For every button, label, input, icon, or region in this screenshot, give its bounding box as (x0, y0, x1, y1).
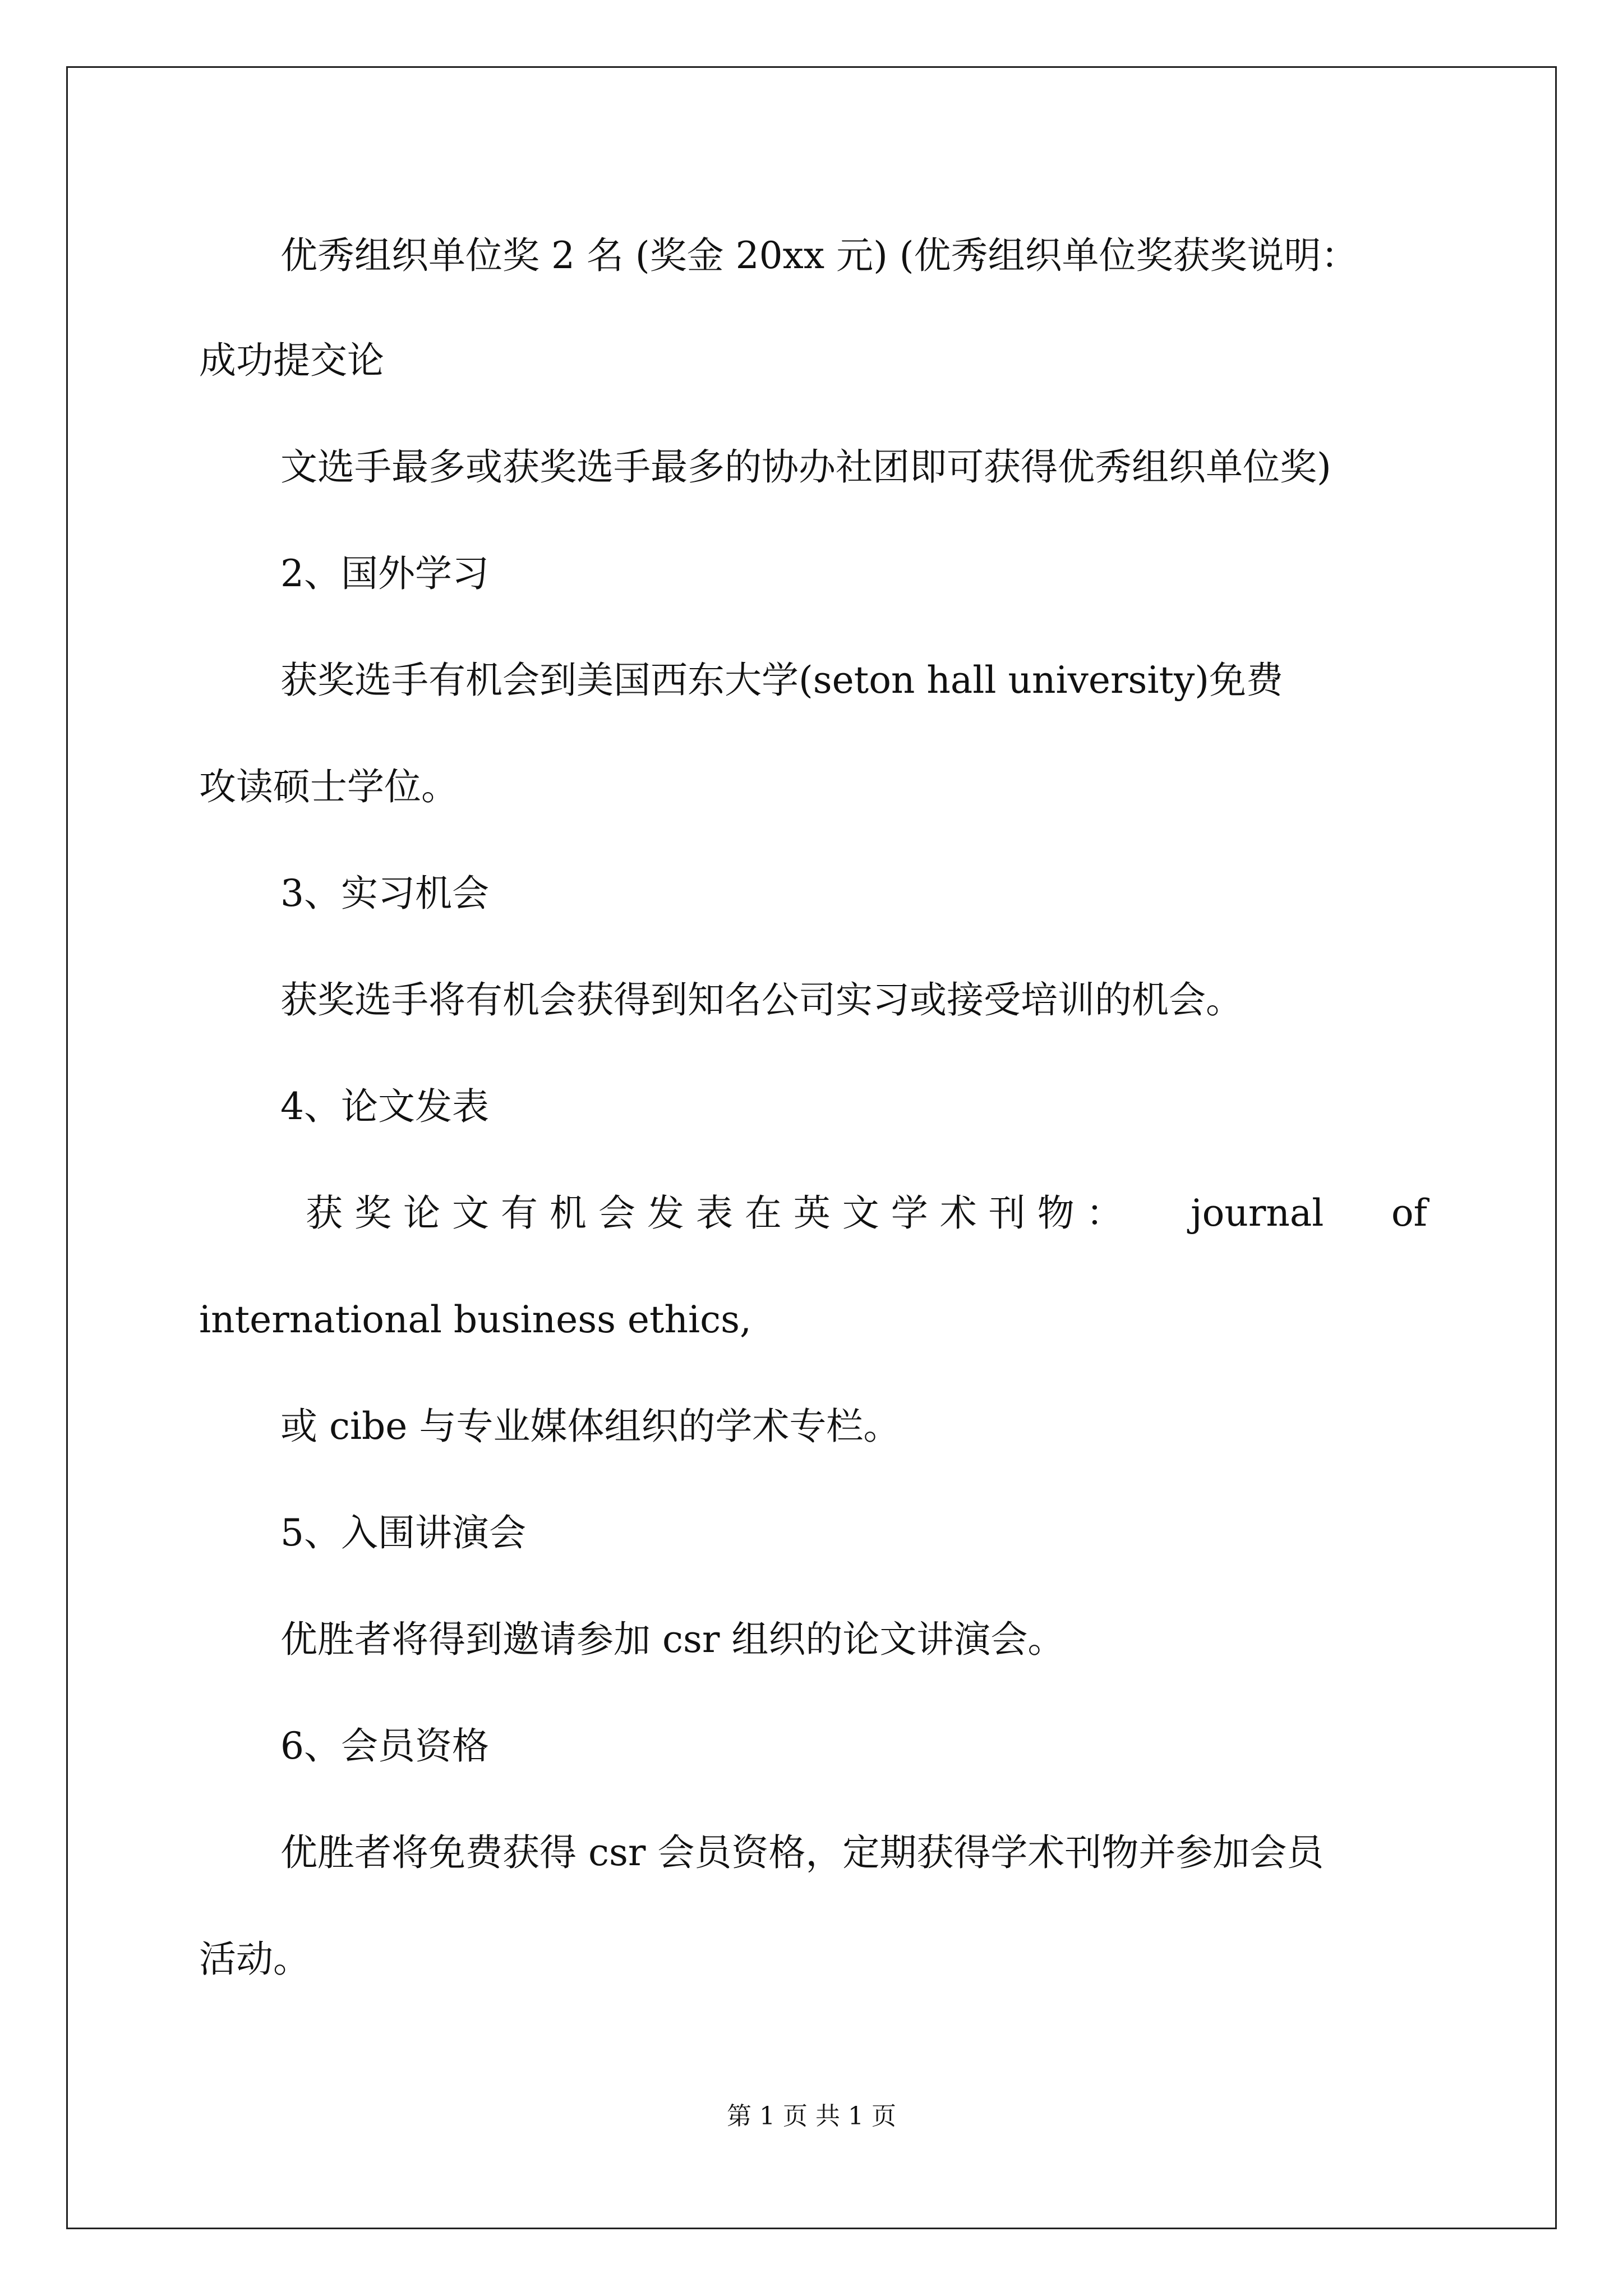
section-heading-lecture: 5、入围讲演会 (280, 1511, 526, 1554)
paragraph-study-abroad-line2: 攻读硕士学位。 (199, 765, 458, 808)
paragraph-publication-line1 (306, 1186, 1427, 1240)
paragraph-publication-line2: international business ethics, (199, 1298, 751, 1341)
paragraph-membership-line1: 优胜者将免费获得 csr 会员资格，定期获得学术刊物并参加会员 (280, 1831, 1324, 1874)
paragraph-lecture: 优胜者将得到邀请参加 csr 组织的论文讲演会。 (280, 1618, 1065, 1661)
page-border (66, 66, 1557, 2229)
paragraph-award-explanation: 文选手最多或获奖选手最多的协办社团即可获得优秀组织单位奖) (280, 445, 1331, 489)
paragraph-award-line2: 成功提交论 (199, 339, 384, 382)
paragraph-study-abroad-line1: 获奖选手有机会到美国西东大学(seton hall university)免费 (280, 659, 1284, 702)
section-heading-membership: 6、会员资格 (280, 1724, 489, 1768)
paragraph-membership-line2: 活动。 (199, 1938, 310, 1981)
paragraph-award-line1: 优秀组织单位奖 2 名 (奖金 20xx 元) (优秀组织单位奖获奖说明： (280, 234, 1358, 277)
section-heading-internship: 3、实习机会 (280, 872, 489, 915)
section-heading-study-abroad: 2、国外学习 (280, 552, 489, 595)
page-number-footer: 第 1 页 共 1 页 (727, 2102, 896, 2131)
publication-line1-text: 获 奖 论 文 有 机 会 发 表 在 英 文 学 术 刊 物 ： (306, 1191, 1123, 1235)
publication-line1-journal: journal (1191, 1191, 1324, 1235)
publication-line1-of: of (1391, 1191, 1427, 1235)
paragraph-internship: 获奖选手将有机会获得到知名公司实习或接受培训的机会。 (280, 978, 1243, 1022)
section-heading-publication: 4、论文发表 (280, 1085, 489, 1128)
paragraph-publication-column: 或 cibe 与专业媒体组织的学术专栏。 (280, 1405, 901, 1448)
